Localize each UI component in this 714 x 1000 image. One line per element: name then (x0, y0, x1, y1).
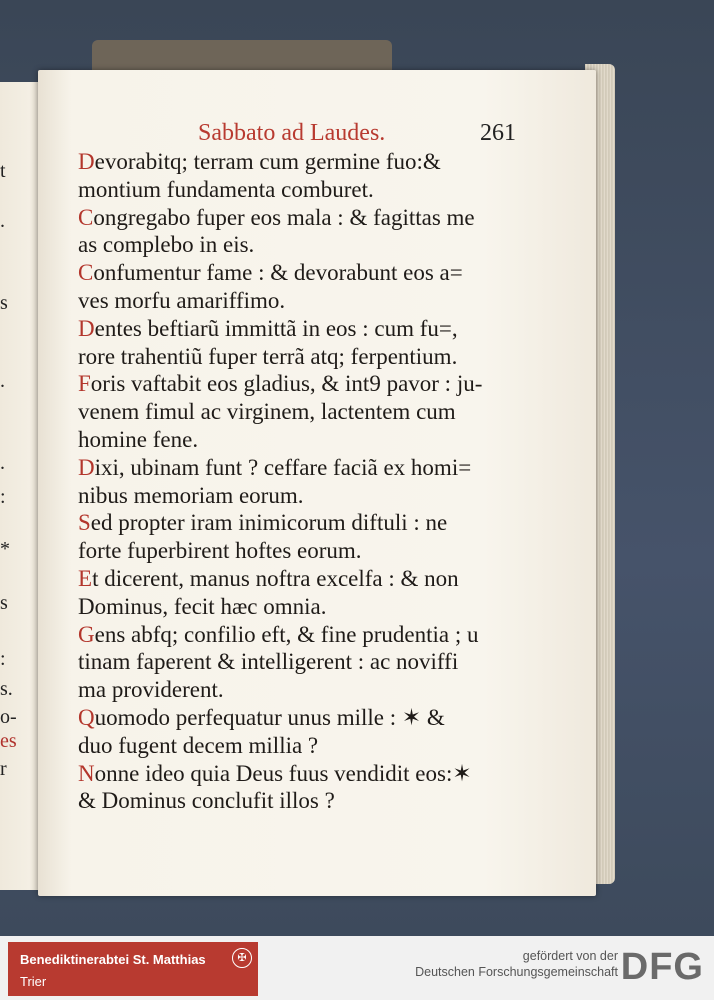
abbey-seal-icon: ✠ (232, 948, 252, 968)
left-page-edge (0, 82, 42, 890)
verse-line-text: ens abfq; confilio eft, & fine prudentia ; u (94, 621, 479, 647)
left-page-glyph: * (0, 538, 10, 560)
left-page-glyph: . (0, 452, 5, 474)
verse-line-text: ongregabo fuper eos mala : & fagittas me (93, 204, 475, 230)
verse-line-text: forte fuperbirent hoftes eorum. (78, 538, 362, 564)
book-cover-edge (92, 40, 392, 74)
left-page-glyph: s. (0, 678, 13, 700)
verse-line-text: venem fimul ac virginem, lactentem cum (78, 399, 456, 425)
verse-line-text: onne ideo quia Deus fuus vendidit eos:✶ (94, 760, 472, 786)
verse-line (78, 176, 520, 204)
red-initial: C (78, 260, 94, 286)
verse-line-text: tinam faperent & intelligerent : ac noviffi (78, 649, 459, 675)
verse-line-text: Dominus, fecit hæc omnia. (78, 593, 327, 619)
verse-first-line (78, 704, 520, 732)
verse-line-text: rore trahentiũ fuper terrã atq; ferpentium. (78, 343, 458, 369)
verse-line-text: t dicerent, manus noftra excelfa : & non (92, 565, 459, 591)
verse-line-text: uomodo perfequatur unus mille : ✶ & (94, 704, 445, 730)
left-page-glyph: t (0, 160, 6, 182)
verse-line (78, 426, 520, 454)
red-initial: Q (78, 704, 95, 730)
left-page-glyph: s (0, 292, 8, 314)
red-initial: S (78, 510, 91, 536)
verse-line-text: evorabitq; terram cum germine fuo:& (94, 149, 441, 174)
institution-name: Benediktinerabtei St. Matthias (20, 952, 206, 967)
red-initial: D (78, 149, 95, 174)
verse-line (78, 343, 520, 371)
verse-line-text: ma providerent. (78, 677, 224, 703)
dfg-logo[interactable]: DFG (620, 946, 704, 988)
left-page-glyph: . (0, 370, 5, 392)
verse-line (78, 676, 520, 704)
verse-line (78, 732, 520, 760)
verse-line-text: montium fundamenta comburet. (78, 176, 374, 202)
verse-first-line (78, 259, 520, 287)
verse-line-text: homine fene. (78, 426, 199, 452)
verse-line-text: duo fugent decem millia ? (78, 732, 319, 758)
verse-line (78, 482, 520, 510)
funding-line-1: gefördert von der (522, 949, 618, 963)
verse-text (78, 148, 520, 815)
verse-line-text: & Dominus conclufit illos ? (78, 788, 335, 814)
left-page-glyph: : (0, 486, 6, 508)
red-initial: D (78, 454, 95, 480)
verse-line (78, 648, 520, 676)
verse-line (78, 787, 520, 815)
verse-first-line (78, 565, 520, 593)
verse-line-text: ves morfu amariffimo. (78, 287, 286, 313)
verse-line-text: ixi, ubinam funt ? ceffare faciã ex homi= (94, 454, 472, 480)
verse-line-text: oris vaftabit eos gladius, & int9 pavor : ju- (90, 371, 483, 397)
verse-line (78, 398, 520, 426)
verse-line (78, 537, 520, 565)
verse-first-line (78, 148, 520, 176)
left-page-glyph: s (0, 592, 8, 614)
verse-line-text: ed propter iram inimicorum diftuli : ne (90, 510, 448, 536)
red-initial: E (78, 565, 93, 591)
institution-city: Trier (20, 974, 47, 989)
verse-line-text: onfumentur fame : & devorabunt eos a= (93, 260, 463, 286)
red-initial: C (78, 204, 94, 230)
running-head: Sabbato ad Laudes. (198, 120, 386, 146)
verse-first-line (78, 621, 520, 649)
verse-first-line (78, 760, 520, 788)
verse-line-text: entes beftiarũ immittã in eos : cum fu=, (94, 315, 458, 341)
verse-line (78, 231, 520, 259)
verse-line-text: as complebo in eis. (78, 232, 255, 258)
red-initial: G (78, 621, 95, 647)
verse-line-text: nibus memoriam eorum. (78, 482, 304, 508)
funding-note (415, 948, 618, 980)
verse-first-line (78, 509, 520, 537)
left-page-glyph: o- (0, 706, 17, 728)
left-page-glyph: es (0, 730, 17, 752)
verse-line (78, 287, 520, 315)
institution-badge[interactable] (8, 942, 258, 996)
left-page-glyph: . (0, 210, 5, 232)
red-initial: D (78, 315, 95, 341)
verse-first-line (78, 315, 520, 343)
funding-line-2: Deutschen Forschungsgemeinschaft (415, 965, 618, 979)
page-number: 261 (480, 120, 516, 146)
verse-line (78, 593, 520, 621)
verse-first-line (78, 454, 520, 482)
left-page-glyph: : (0, 648, 6, 670)
left-page-glyph: r (0, 758, 7, 780)
verse-first-line (78, 370, 520, 398)
red-initial: F (78, 371, 91, 397)
footer-bar (0, 936, 714, 1000)
verse-first-line (78, 204, 520, 232)
red-initial: N (78, 760, 95, 786)
